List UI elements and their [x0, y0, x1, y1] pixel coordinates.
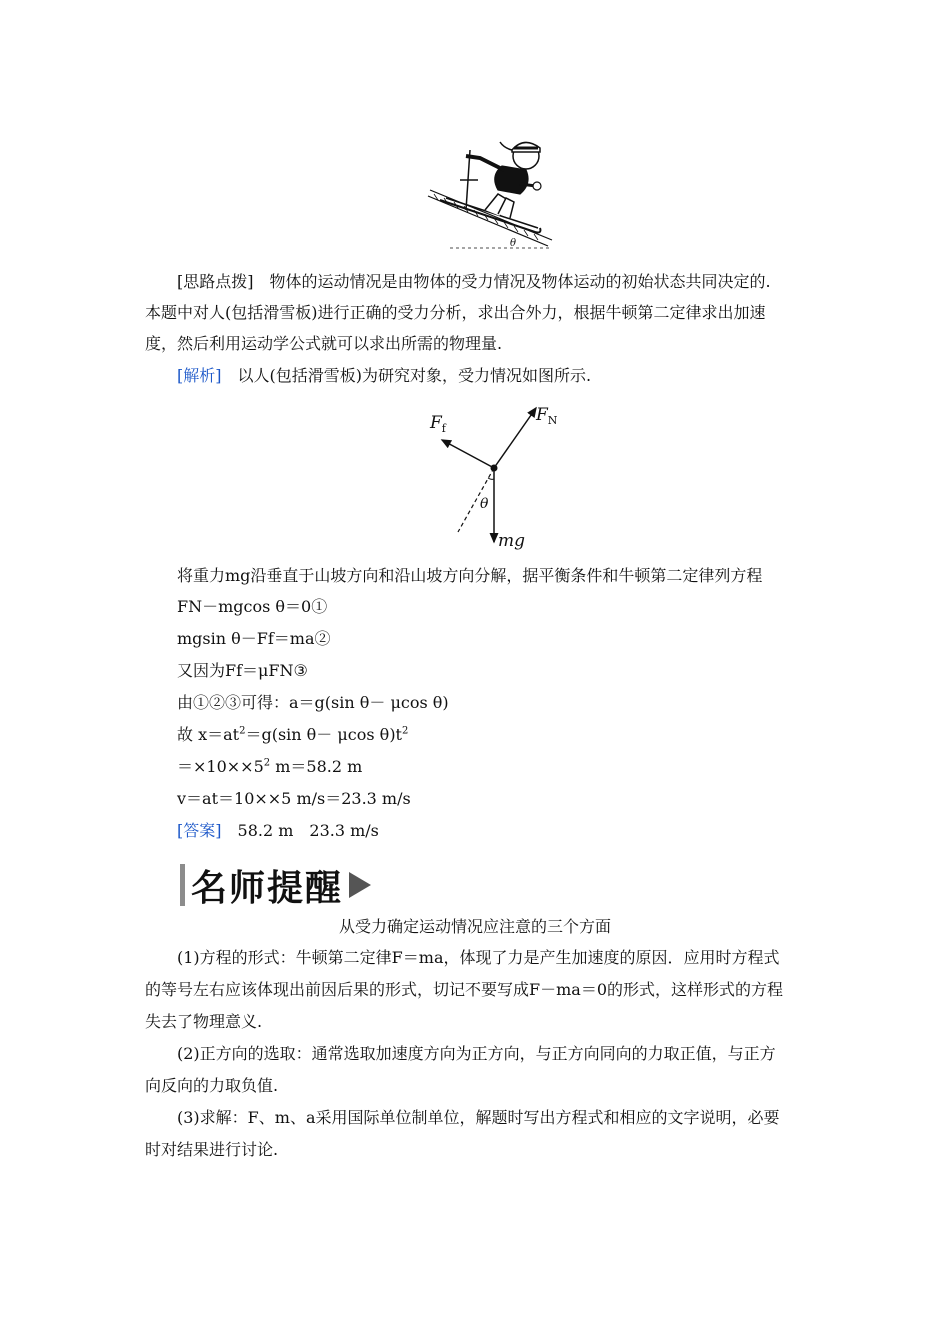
hint-text-1: 物体的运动情况是由物体的受力情况及物体运动的初始状态共同决定的.: [269, 272, 771, 291]
equation-5: [177, 719, 847, 751]
equation-2: mgsin θ－Ff＝ma②: [177, 629, 331, 648]
eq5-sup-1: 2: [239, 725, 246, 737]
hint-label: [思路点拨]: [177, 272, 254, 291]
eq5-mid: ＝g(sin θ－ μcos θ)t: [245, 725, 402, 744]
hint-line-3: 度，然后利用运动学公式就可以求出所需的物理量.: [145, 334, 503, 353]
eq6-prefix: ＝×10××5: [177, 757, 264, 776]
mg-label: mg: [498, 531, 526, 551]
answer-text: 58.2 m 23.3 m/s: [237, 821, 379, 840]
tip-1-line-1: (1)方程的形式：牛顿第二定律F＝ma，体现了力是产生加速度的原因．应用时方程式: [177, 948, 780, 967]
eq6-sup: 2: [263, 757, 271, 769]
tip-3-line-1: (3)求解：F、m、a采用国际单位制单位，解题时写出方程式和相应的文字说明，必要: [177, 1108, 780, 1127]
fn-label: F: [536, 405, 548, 425]
solution-intro: 将重力mg沿垂直于山坡方向和沿山坡方向分解，据平衡条件和牛顿第二定律列方程: [177, 566, 763, 585]
ff-subscript: f: [441, 422, 446, 435]
angle-label: θ: [480, 496, 489, 512]
equation-6: [177, 751, 847, 783]
hint-line-1: [177, 266, 847, 298]
answer-line: [177, 815, 847, 847]
analysis-text: 以人(包括滑雪板)为研究对象，受力情况如图所示.: [237, 366, 592, 385]
equation-4: 由①②③可得：a＝g(sin θ－ μcos θ): [177, 693, 449, 712]
tip-1-line-3: 失去了物理意义.: [145, 1012, 263, 1031]
hint-line-2: 本题中对人(包括滑雪板)进行正确的受力分析，求出合外力，根据牛顿第二定律求出加速: [145, 303, 766, 322]
eq6-suffix: m＝58.2 m: [270, 757, 363, 776]
svg-text:FN: [535, 405, 558, 427]
eq5-prefix: 故 x＝at: [177, 725, 240, 744]
tip-3-line-2: 时对结果进行讨论.: [145, 1140, 279, 1159]
fn-subscript: N: [547, 414, 558, 427]
banner-bar: [180, 864, 185, 906]
skier-angle-label: θ: [510, 238, 517, 249]
tips-banner: [180, 864, 371, 909]
play-triangle-icon: [349, 872, 371, 898]
force-diagram: [420, 396, 580, 556]
analysis-line: [177, 360, 847, 392]
equation-7: v＝at＝10××5 m/s＝23.3 m/s: [177, 789, 411, 808]
tip-1-line-2: 的等号左右应该体现出前因后果的形式，切记不要写成F－ma＝0的形式，这样形式的方程: [145, 980, 783, 999]
tips-heading: 从受力确定运动情况应注意的三个方面: [338, 917, 611, 936]
banner-title: 名师提醒: [191, 867, 344, 909]
skier-illustration: [420, 128, 560, 256]
tip-2-line-2: 向反向的力取负值.: [145, 1076, 279, 1095]
equation-1: FN－mgcos θ＝0①: [177, 597, 328, 616]
ff-label: F: [430, 413, 442, 433]
equation-3: 又因为Ff＝μFN③: [177, 661, 308, 680]
tip-2-line-1: (2)正方向的选取：通常选取加速度方向为正方向，与正方向同向的力取正值，与正方: [177, 1044, 776, 1063]
analysis-label: [解析]: [177, 366, 222, 385]
answer-label: [答案]: [177, 821, 222, 840]
eq5-sup-2: 2: [402, 725, 409, 737]
svg-text:Ff: [429, 413, 447, 435]
